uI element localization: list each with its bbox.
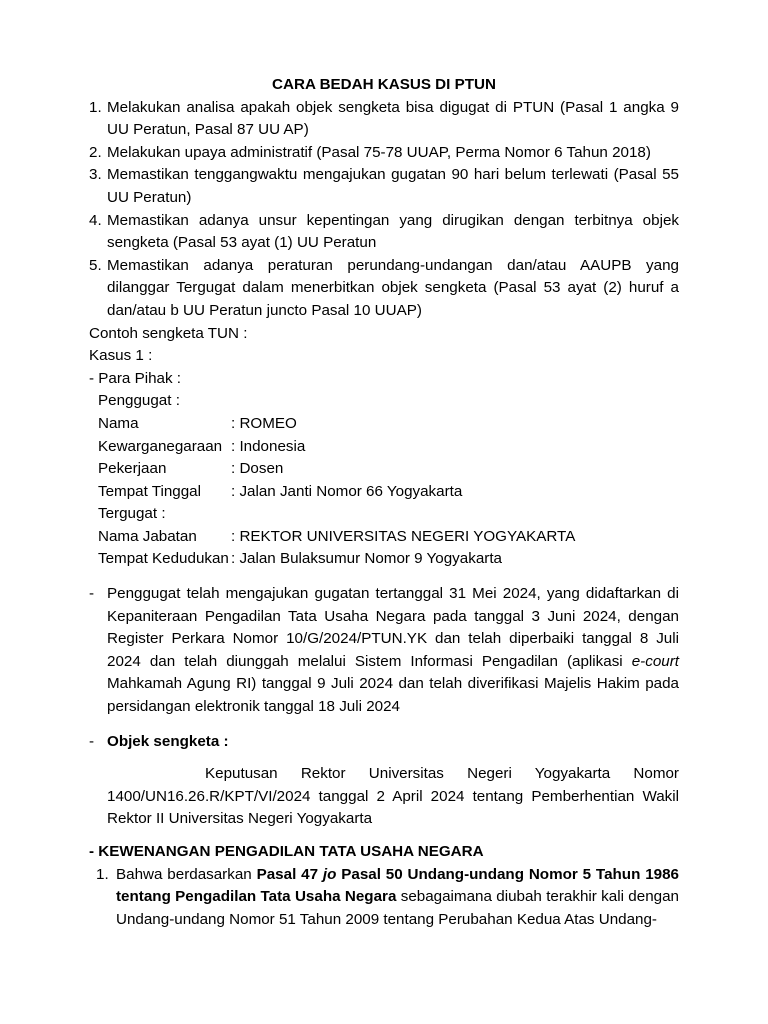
list-text: Memastikan adanya peraturan perundang-undangan dan/atau AAUPB yang dilanggar Tergugat dalam menerbitkan objek sengketa (Pasal 53 ayat (2) huruf a dan/atau b UU Peratun juncto Pasal 10 UUAP) <box>107 256 679 319</box>
list-item <box>89 255 679 323</box>
field-value: : Jalan Bulaksumur Nomor 9 Yogyakarta <box>231 550 502 568</box>
party-field <box>89 413 679 436</box>
list-number: 1. <box>89 98 102 116</box>
list-text: Memastikan adanya unsur kepentingan yang dirugikan dengan terbitnya objek sengketa (Pasal 53 ayat (1) UU Peratun <box>107 211 679 252</box>
list-item <box>89 164 679 209</box>
steps-list <box>89 97 679 323</box>
field-key: Tempat Tinggal <box>98 482 201 500</box>
contoh-label: Contoh sengketa TUN : <box>89 324 248 342</box>
field-key: Kewarganegaraan <box>98 437 223 455</box>
text-part: sebagaimana diubah terakhir kali dengan Undang-undang Nomor 51 Tahun 2009 tentang Perubahan Kedua Atas Undang- <box>116 888 679 928</box>
field-key: Tempat Kedudukan <box>98 550 229 568</box>
field-value: : Dosen <box>231 460 284 478</box>
field-value: : Indonesia <box>231 437 306 455</box>
list-number: 2. <box>89 143 102 161</box>
field-value: : ROMEO <box>231 414 297 432</box>
party-field <box>89 548 679 571</box>
tergugat-label: Tergugat : <box>98 505 166 523</box>
objek-heading <box>89 731 679 754</box>
list-number: 4. <box>89 211 102 229</box>
gugatan-paragraph <box>89 583 679 719</box>
list-number: 5. <box>89 256 102 274</box>
list-item <box>89 864 679 932</box>
gugatan-text <box>107 583 679 719</box>
bold-part: Pasal 47 <box>256 865 323 883</box>
list-text: Melakukan upaya administratif (Pasal 75-78 UUAP, Perma Nomor 6 Tahun 2018) <box>107 143 651 161</box>
text-part: Bahwa berdasarkan <box>116 865 257 883</box>
party-field <box>89 436 679 459</box>
document-page <box>89 74 679 931</box>
dash-marker: - <box>89 585 95 603</box>
field-value: : Jalan Janti Nomor 66 Yogyakarta <box>231 482 463 500</box>
list-number: 3. <box>89 166 102 184</box>
field-key: Pekerjaan <box>98 460 167 478</box>
party-field <box>89 458 679 481</box>
gugatan-text-part: Mahkamah Agung RI) tanggal 9 Juli 2024 dan telah diverifikasi Majelis Hakim pada persidangan elektronik tanggal 18 Juli 2024 <box>107 675 679 716</box>
list-number: 1. <box>96 865 109 883</box>
field-value: : REKTOR UNIVERSITAS NEGERI YOGYAKARTA <box>231 527 576 545</box>
kasus-label: Kasus 1 : <box>89 347 153 365</box>
gugatan-text-part: Penggugat telah mengajukan gugatan tertanggal 31 Mei 2024, yang didaftarkan di Kepaniteraan Pengadilan Tata Usaha Negara pada tanggal 3 Juni 2024, dengan Register Perkara Nomor 10/G/2024/PTUN.YK dan telah diperbaiki tanggal 8 Juli 2024 dan telah diunggah melalui Sistem Informasi Pengadilan (aplikasi <box>107 585 679 670</box>
list-item <box>89 142 679 165</box>
list-text: Melakukan analisa apakah objek sengketa bisa digugat di PTUN (Pasal 1 angka 9 UU Peratun, Pasal 87 UU AP) <box>107 98 679 139</box>
para-pihak-label: - Para Pihak : <box>89 369 182 387</box>
party-field <box>89 526 679 549</box>
bold-part: Pasal 50 Undang-undang Nomor 5 Tahun 1986 tentang Pengadilan Tata Usaha Negara <box>116 865 679 906</box>
bold-italic-part: jo <box>322 865 337 883</box>
field-key: Nama <box>98 414 139 432</box>
kewenangan-heading: - KEWENANGAN PENGADILAN TATA USAHA NEGARA <box>89 843 484 860</box>
objek-label: Objek sengketa : <box>107 732 229 750</box>
list-item <box>89 210 679 255</box>
objek-text: Keputusan Rektor Universitas Negeri Yogyakarta Nomor 1400/UN16.26.R/KPT/VI/2024 tanggal 2 April 2024 tentang Pemberhentian Wakil Rektor II Universitas Negeri Yogyakarta <box>107 765 679 828</box>
ecourt-term: e-court <box>631 652 679 670</box>
party-field <box>89 481 679 504</box>
field-key: Nama Jabatan <box>98 527 197 545</box>
kewenangan-text <box>116 864 679 932</box>
document-title: CARA BEDAH KASUS DI PTUN <box>272 76 496 93</box>
penggugat-label: Penggugat : <box>98 392 180 410</box>
dash-marker: - <box>89 732 95 750</box>
list-text: Memastikan tenggangwaktu mengajukan gugatan 90 hari belum terlewati (Pasal 55 UU Peratun) <box>107 166 679 206</box>
list-item <box>89 97 679 142</box>
